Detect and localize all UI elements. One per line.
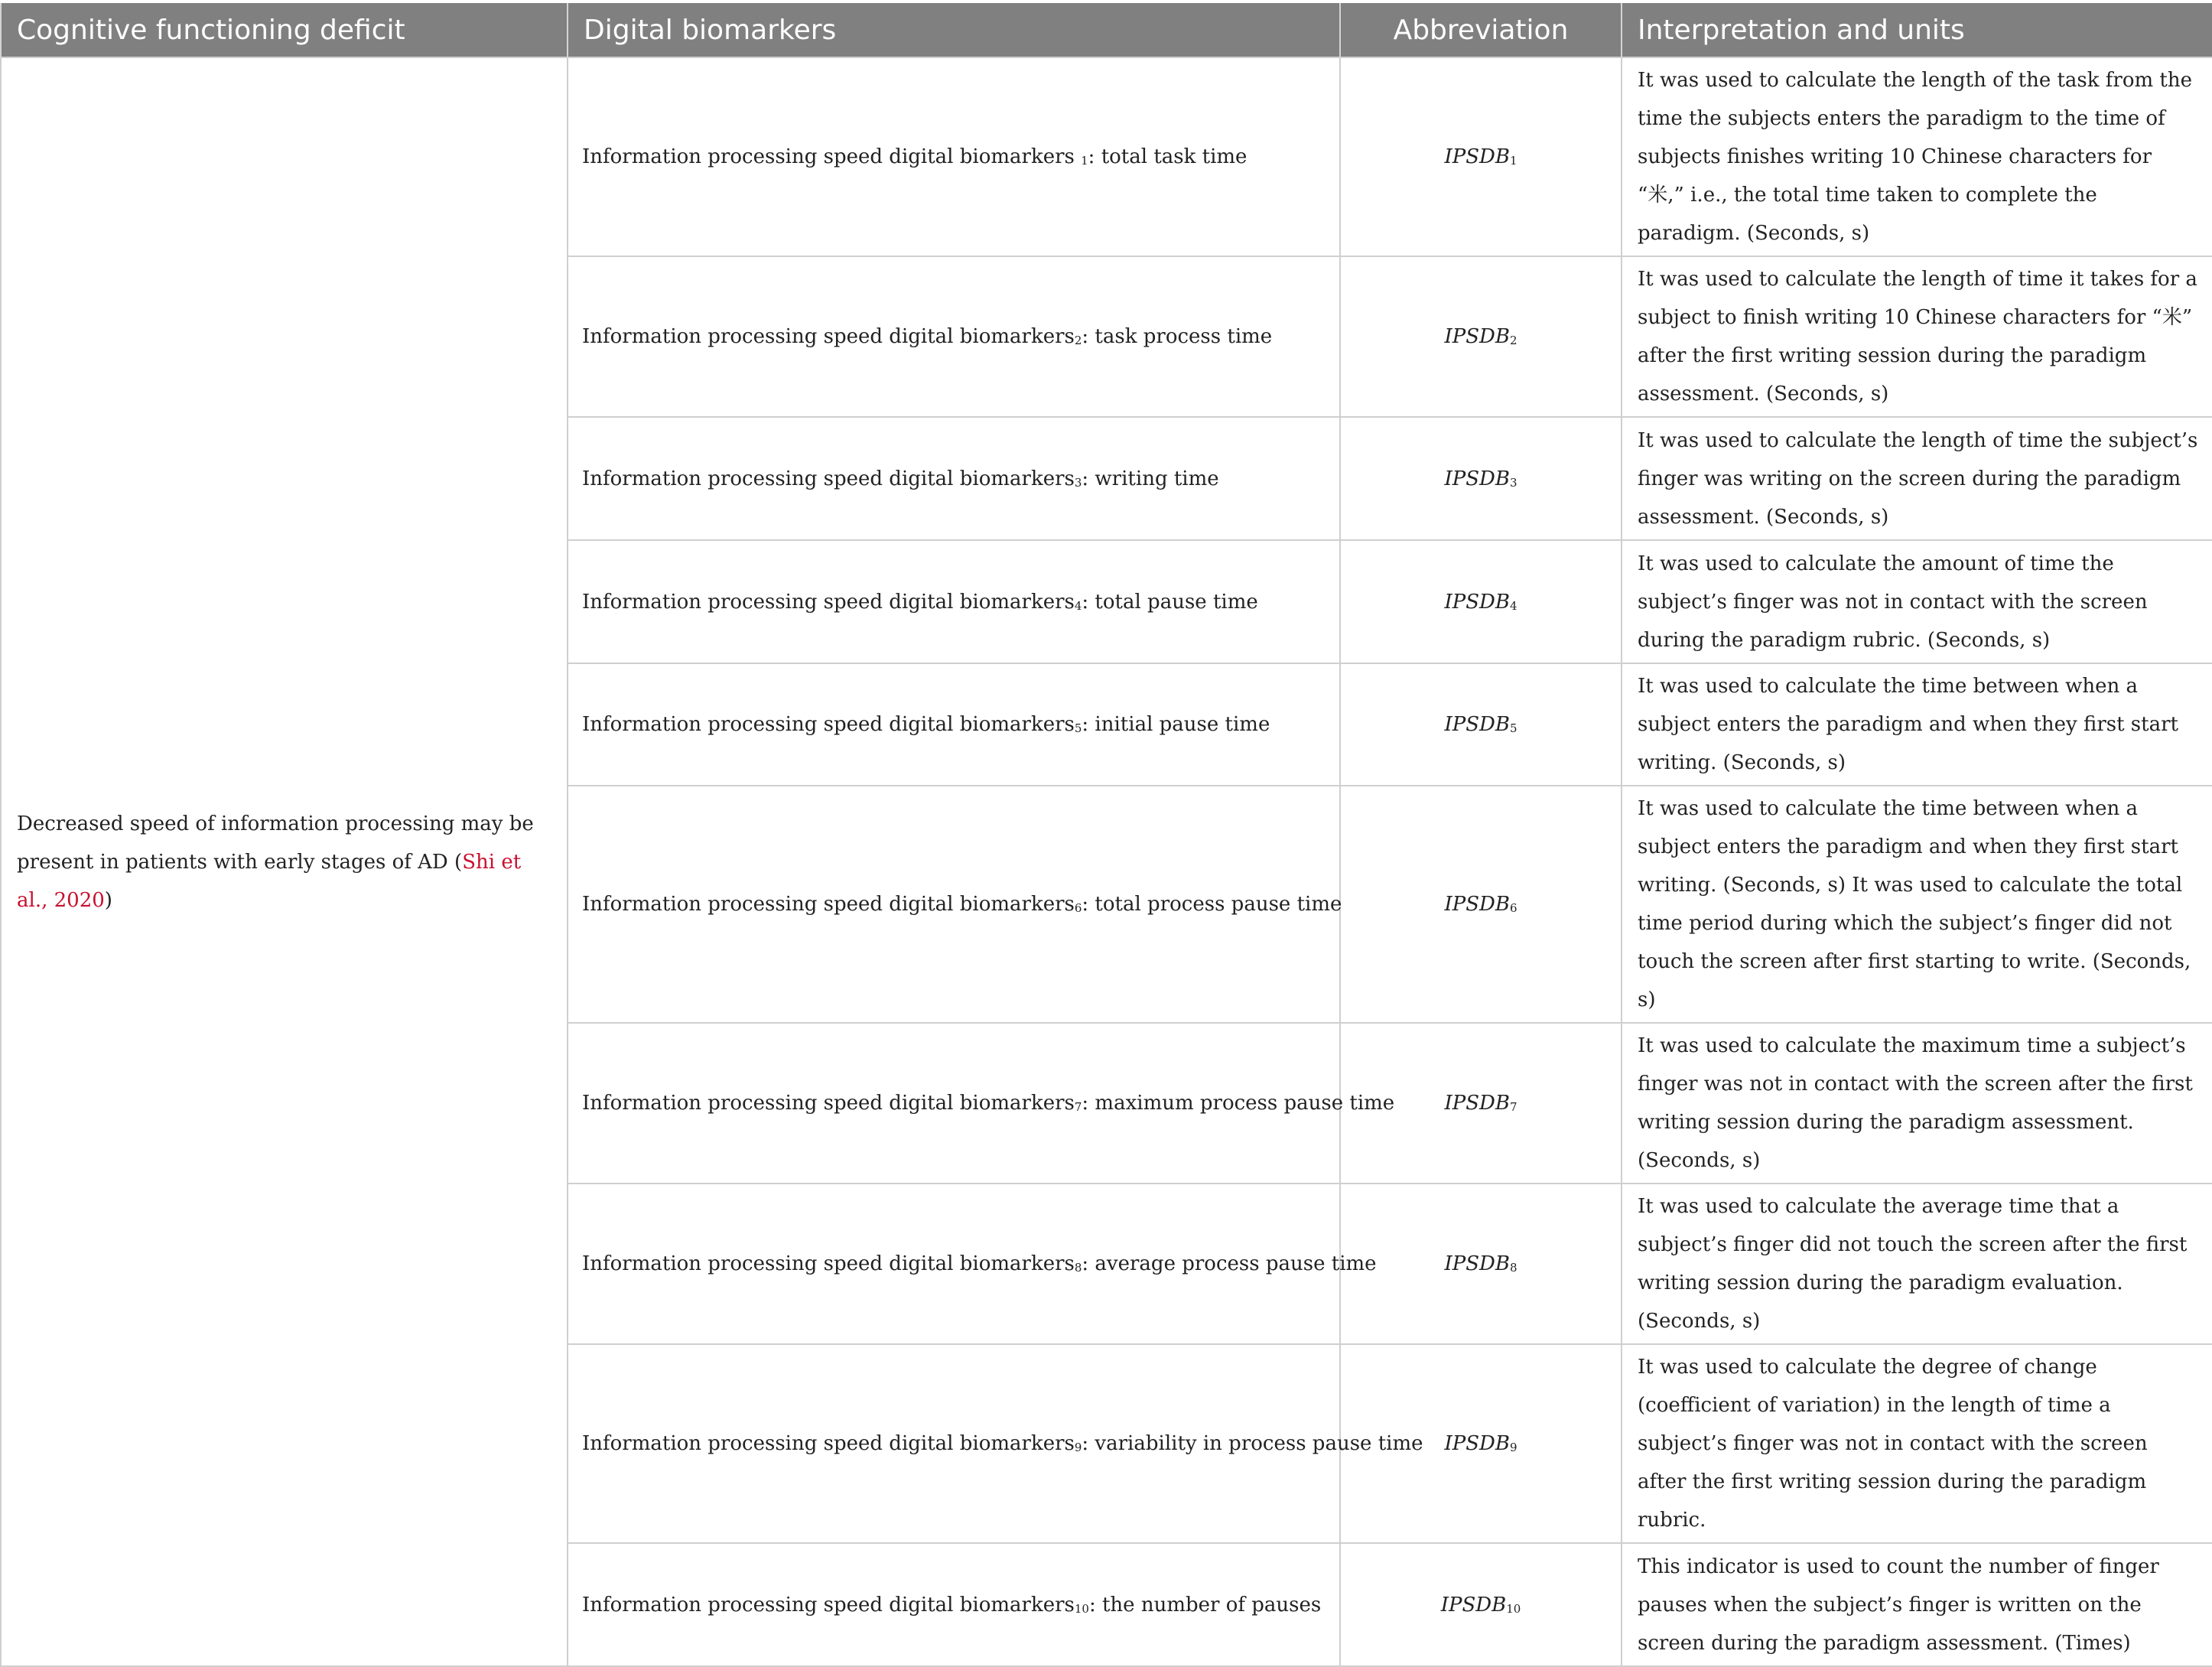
biomarker-name: Information processing speed digital biomarkers$_2$: task process time xyxy=(568,256,1340,417)
deficit-cell xyxy=(1,57,568,1666)
interpretation-cell: It was used to calculate the length of the task from the time the subjects enters the paradigm to the time of subjects finishes writing 10 Chinese characters for “米,” i.e., the total time taken to complete the paradigm. (Seconds, s) xyxy=(1622,57,2212,256)
abbreviation-cell: $IPSDB_6$ xyxy=(1340,786,1622,1023)
table-row xyxy=(1,57,2212,256)
interpretation-cell: It was used to calculate the maximum time a subject’s finger was not in contact with the screen after the first writing session during the paradigm assessment. (Seconds, s) xyxy=(1622,1023,2212,1184)
interpretation-cell: It was used to calculate the length of time the subject’s finger was writing on the screen during the paradigm assessment. (Seconds, s) xyxy=(1622,417,2212,540)
biomarker-name: Information processing speed digital biomarkers$_9$: variability in process pause time xyxy=(568,1344,1340,1543)
abbreviation-cell: $IPSDB_{10}$ xyxy=(1340,1543,1622,1666)
biomarker-name: Information processing speed digital biomarkers$_7$: maximum process pause time xyxy=(568,1023,1340,1184)
biomarker-name: Information processing speed digital biomarkers$_3$: writing time xyxy=(568,417,1340,540)
biomarker-name: Information processing speed digital biomarkers$_{10}$: the number of pauses xyxy=(568,1543,1340,1666)
biomarker-name: Information processing speed digital biomarkers$_4$: total pause time xyxy=(568,540,1340,663)
interpretation-cell: It was used to calculate the length of time it takes for a subject to finish writing 10 Chinese characters for “米” after the first writing session during the paradigm assessment. (Seconds, s) xyxy=(1622,256,2212,417)
deficit-text: Decreased speed of information processing may be present in patients with early stages of AD ( xyxy=(17,812,534,874)
interpretation-cell: It was used to calculate the amount of time the subject’s finger was not in contact with the screen during the paradigm rubric. (Seconds, s) xyxy=(1622,540,2212,663)
abbreviation-cell: $IPSDB_5$ xyxy=(1340,663,1622,786)
header-row xyxy=(1,3,2212,57)
abbreviation-cell: $IPSDB_1$ xyxy=(1340,57,1622,256)
biomarker-name: Information processing speed digital biomarkers$_5$: initial pause time xyxy=(568,663,1340,786)
abbreviation-cell: $IPSDB_9$ xyxy=(1340,1344,1622,1543)
abbreviation-cell: $IPSDB_7$ xyxy=(1340,1023,1622,1184)
header-abbreviation: Abbreviation xyxy=(1340,3,1622,57)
abbreviation-cell: $IPSDB_8$ xyxy=(1340,1184,1622,1344)
abbreviation-cell: $IPSDB_3$ xyxy=(1340,417,1622,540)
abbreviation-cell: $IPSDB_2$ xyxy=(1340,256,1622,417)
header-interpretation: Interpretation and units xyxy=(1622,3,2212,57)
biomarker-name: Information processing speed digital biomarkers $_1$: total task time xyxy=(568,57,1340,256)
interpretation-cell: It was used to calculate the time between when a subject enters the paradigm and when they first start writing. (Seconds, s) It was used to calculate the total time period during which the subject’s finger did not touch the screen after first starting to write. (Seconds, s) xyxy=(1622,786,2212,1023)
interpretation-cell: This indicator is used to count the number of finger pauses when the subject’s finger is written on the screen during the paradigm assessment. (Times) xyxy=(1622,1543,2212,1666)
interpretation-cell: It was used to calculate the average time that a subject’s finger did not touch the screen after the first writing session during the paradigm evaluation. (Seconds, s) xyxy=(1622,1184,2212,1344)
header-deficit: Cognitive functioning deficit xyxy=(1,3,568,57)
deficit-text-end: ) xyxy=(104,888,112,912)
biomarker-name: Information processing speed digital biomarkers$_6$: total process pause time xyxy=(568,786,1340,1023)
biomarker-name: Information processing speed digital biomarkers$_8$: average process pause time xyxy=(568,1184,1340,1344)
biomarkers-table xyxy=(0,3,2212,1667)
interpretation-cell: It was used to calculate the degree of change (coefficient of variation) in the length of time a subject’s finger was not in contact with the screen after the first writing session during the paradigm rubric. xyxy=(1622,1344,2212,1543)
interpretation-cell: It was used to calculate the time between when a subject enters the paradigm and when they first start writing. (Seconds, s) xyxy=(1622,663,2212,786)
abbreviation-cell: $IPSDB_4$ xyxy=(1340,540,1622,663)
header-biomarkers: Digital biomarkers xyxy=(568,3,1340,57)
citation-link[interactable]: Shi et al., 2020 xyxy=(17,850,522,912)
